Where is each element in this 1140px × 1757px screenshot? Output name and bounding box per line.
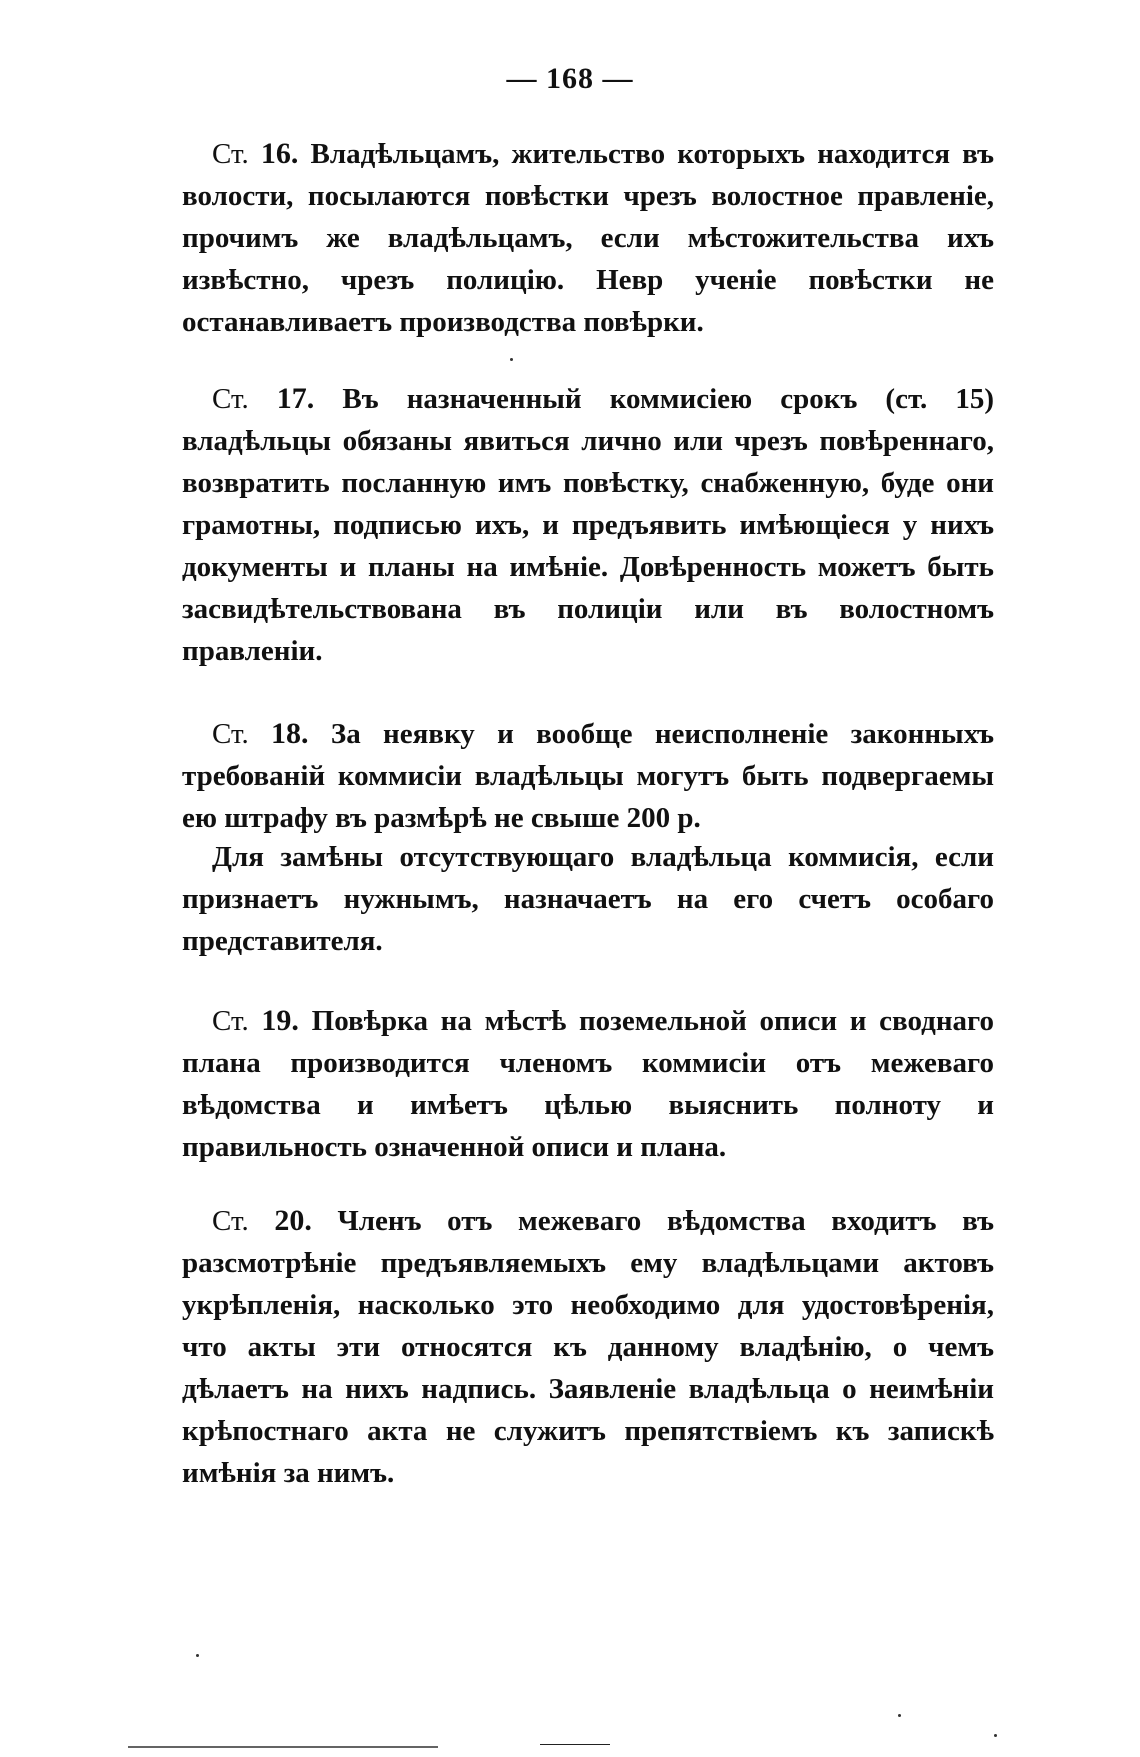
article-18-paragraph [182,713,994,839]
scan-speck [994,1734,997,1737]
article-18 [182,713,994,839]
article-20 [182,1200,994,1494]
scan-speck [510,358,513,361]
article-17-number: 17. [276,382,315,415]
scan-speck [196,1654,199,1657]
article-17-text: Въ назначенный коммисіею срокъ (ст. 15) владѣльцы обязаны явиться лично или чрезъ повѣреннаго, возвратить посланную имъ повѣстку, снабженную, буде они грамотны, подписью ихъ, и предъявить имѣющіеся у нихъ документы и планы на имѣніе. Довѣренность можетъ быть засвидѣтельствована въ полиціи или въ волостномъ правленіи. [182,383,995,667]
article-19-label: Ст. [212,1005,249,1037]
scan-rule-right [540,1744,610,1745]
page-number: — 168 — [506,62,634,95]
article-20-number: 20. [274,1204,312,1237]
article-20-paragraph [182,1200,994,1494]
article-16-number: 16. [260,137,299,170]
article-18-continuation [182,836,994,962]
scan-speck [898,1714,901,1717]
article-16-paragraph [182,133,994,343]
article-20-text: Членъ отъ межеваго вѣдомства входитъ въ разсмотрѣніе предъявляемыхъ ему владѣльцами актовъ укрѣпленія, насколько это необходимо для удостовѣренія, что акты эти относятся къ данному владѣнію, о чемъ дѣлаетъ на нихъ надпись. Заявленіе владѣльца о неимѣніи крѣпостнаго акта не служитъ препятствіемъ къ запискѣ имѣнія за нимъ. [182,1205,995,1489]
article-18-number: 18. [271,717,309,750]
article-17-paragraph [182,378,994,672]
article-20-label: Ст. [212,1205,249,1237]
article-16-text: Владѣльцамъ, жительство которыхъ находится въ волости, посылаются повѣстки чрезъ волостное правленіе, прочимъ же владѣльцамъ, если мѣстожительства ихъ извѣстно, чрезъ полицію. Невр ученіе повѣстки не останавливаетъ производства повѣрки. [182,138,995,338]
article-17-label: Ст. [212,383,249,415]
article-18-text: За неявку и вообще неисполненіе законныхъ требованій коммисіи владѣльцы могутъ быть подвергаемы ею штрафу въ размѣрѣ не свыше 200 р. [182,718,994,834]
article-16-label: Ст. [212,138,249,170]
scan-rule-left [128,1746,438,1748]
article-18-label: Ст. [212,718,249,750]
article-16 [182,133,994,343]
article-19-text: Повѣрка на мѣстѣ поземельной описи и своднаго плана производится членомъ коммисіи отъ межеваго вѣдомства и имѣетъ цѣлью выяснить полноту и правильность означенной описи и плана. [182,1005,995,1163]
article-19 [182,1000,994,1168]
article-19-number: 19. [261,1004,299,1037]
article-17 [182,378,994,672]
article-18-continuation-paragraph: Для замѣны отсутствующаго владѣльца коммисія, если признаетъ нужнымъ, назначаетъ на его счетъ особаго представителя. [182,841,994,957]
article-19-paragraph [182,1000,994,1168]
